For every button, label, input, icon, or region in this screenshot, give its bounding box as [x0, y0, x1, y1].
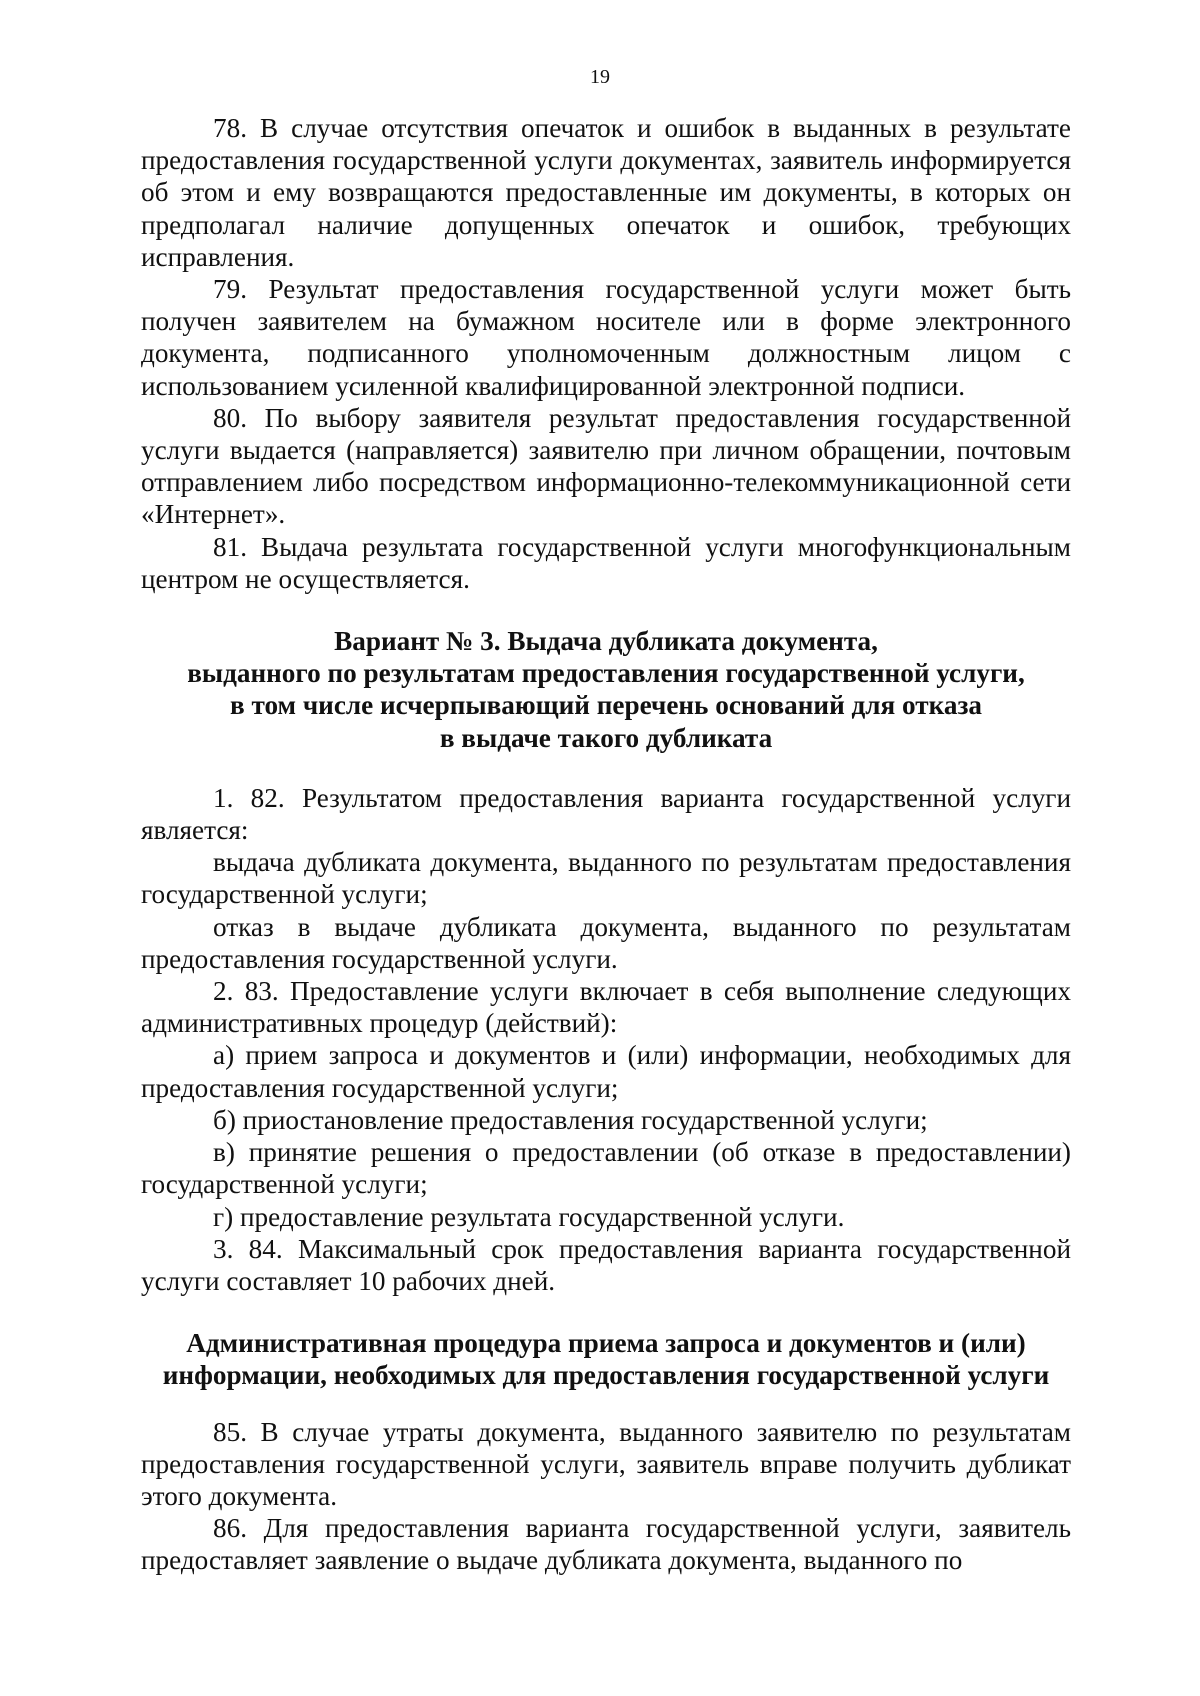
procedure-item-v: в) принятие решения о предоставлении (об отказе в предоставлении) государственной услуги;: [141, 1137, 1071, 1200]
heading-line: Вариант № 3. Выдача дубликата документа,: [334, 626, 878, 657]
result-item-issue-duplicate: выдача дубликата документа, выданного по результатам предоставления государственной услуги;: [141, 847, 1071, 910]
heading-line: в том числе исчерпывающий перечень оснований для отказа: [229, 690, 983, 721]
heading-line: Административная процедура приема запроса и документов и (или): [186, 1328, 1026, 1359]
paragraph-78: 78. В случае отсутствия опечаток и ошибок в выданных в результате предоставления государственной услуги документах, заявитель информируется об этом и ему возвращаются предоставленные им документы, в которых он предполагал наличие допущенных опечаток и ошибок, требующих исправления.: [141, 113, 1071, 272]
paragraph-84: 3. 84. Максимальный срок предоставления варианта государственной услуги составляет 10 рабочих дней.: [141, 1233, 1071, 1296]
heading-line: в выдаче такого дубликата: [439, 722, 773, 753]
section-heading-variant-3: [141, 625, 1071, 754]
document-body: [141, 112, 1071, 1577]
result-item-refusal: отказ в выдаче дубликата документа, выданного по результатам предоставления государственной услуги.: [141, 911, 1071, 974]
paragraph-81: 81. Выдача результата государственной услуги многофункциональным центром не осуществляется.: [141, 531, 1071, 594]
page-number: 19: [590, 66, 610, 88]
section-heading-admin-procedure: [141, 1327, 1071, 1391]
heading-line: информации, необходимых для предоставления государственной услуги: [162, 1360, 1050, 1391]
procedure-item-b: б) приостановление предоставления государственной услуги;: [213, 1104, 928, 1135]
paragraph-86: 86. Для предоставления варианта государственной услуги, заявитель предоставляет заявление о выдаче дубликата документа, выданного по: [141, 1513, 1071, 1576]
paragraph-79: 79. Результат предоставления государственной услуги может быть получен заявителем на бумажном носителе или в форме электронного документа, подписанного уполномоченным должностным лицом с использованием усиленной квалифицированной электронной подписи.: [141, 274, 1071, 401]
procedure-item-a: а) прием запроса и документов и (или) информации, необходимых для предоставления государственной услуги;: [141, 1040, 1071, 1103]
procedure-item-g: г) предоставление результата государственной услуги.: [213, 1201, 845, 1232]
paragraph-82: 1. 82. Результатом предоставления варианта государственной услуги является:: [141, 782, 1071, 846]
paragraph-80: 80. По выбору заявителя результат предоставления государственной услуги выдается (направляется) заявителю при личном обращении, почтовым отправлением либо посредством информационно-телекоммуникационной сети «Интернет».: [141, 402, 1071, 530]
paragraph-85: 85. В случае утраты документа, выданного заявителю по результатам предоставления государственной услуги, заявитель вправе получить дубликат этого документа.: [141, 1416, 1071, 1511]
paragraph-83: 2. 83. Предоставление услуги включает в себя выполнение следующих административных процедур (действий):: [141, 976, 1071, 1039]
heading-line: выданного по результатам предоставления государственной услуги,: [187, 658, 1025, 689]
